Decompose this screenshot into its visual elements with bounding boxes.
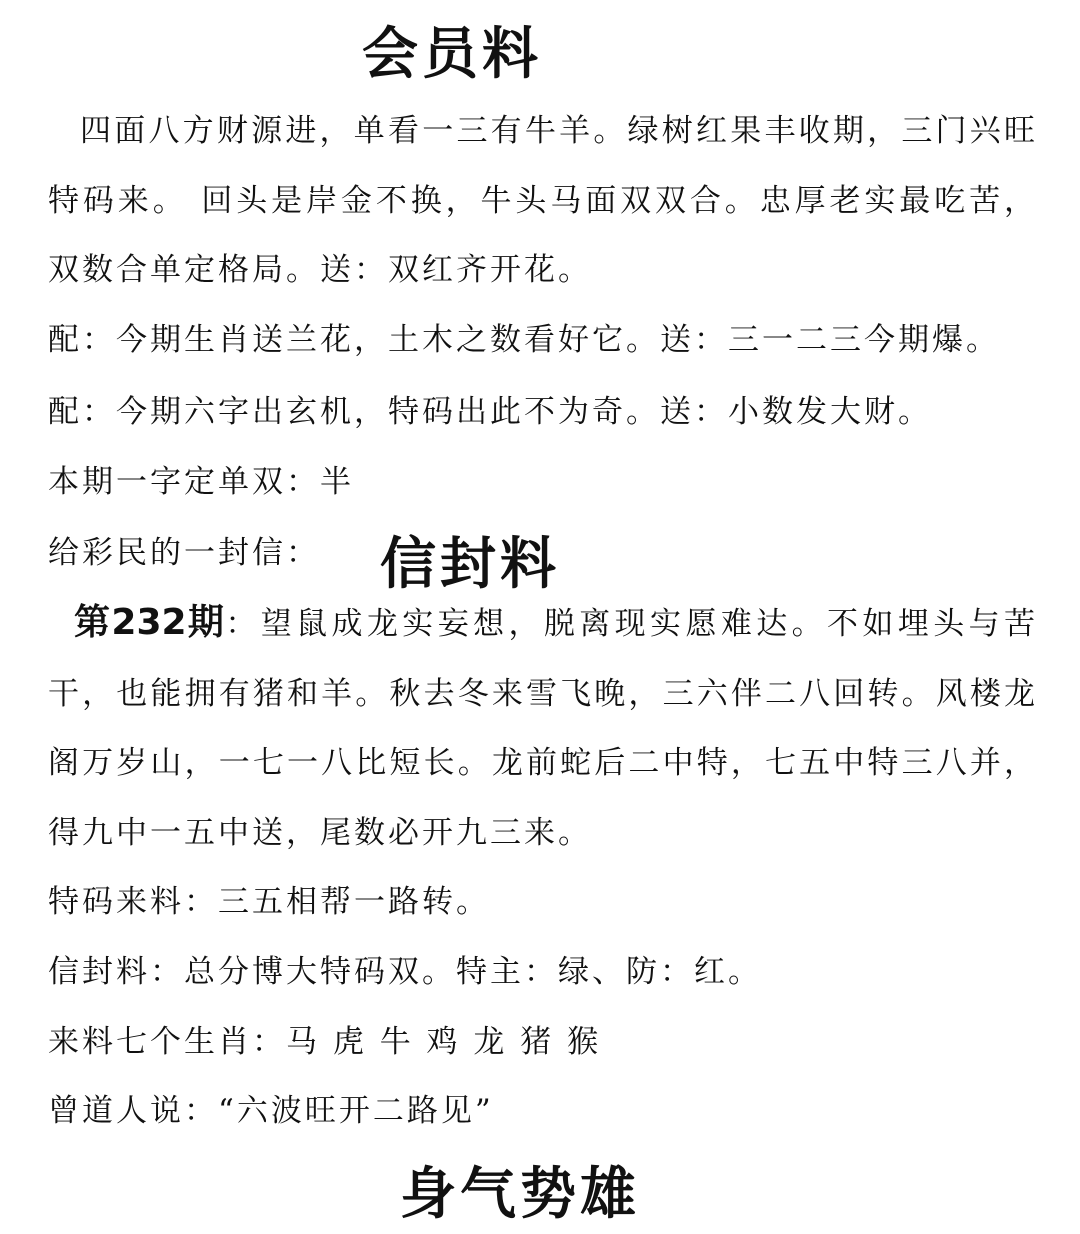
- footer-section-title: 身气势雄: [400, 1161, 640, 1227]
- member-pairing-line-2: 配：今期六字出玄机，特码出此不为奇。送：小数发大财。: [48, 394, 932, 430]
- quote-line: 曾道人说：“六波旺开二路见”: [48, 1093, 494, 1129]
- member-pairing-line-1: 配：今期生肖送兰花，土木之数看好它。送：三一二三今期爆。: [48, 322, 1000, 358]
- envelope-section-title: 信封料: [380, 531, 560, 597]
- zodiac-list-line: 来料七个生肖：马 虎 牛 鸡 龙 猪 猴: [48, 1024, 602, 1060]
- envelope-poem-paragraph: [48, 588, 1038, 868]
- member-section-title: 会员料: [362, 21, 542, 87]
- envelope-material-line: 信封料：总分博大特码双。特主：绿、防：红。: [48, 954, 762, 990]
- member-poem-paragraph: 四面八方财源进，单看一三有牛羊。绿树红果丰收期，三门兴旺特码来。 回头是岸金不换，牛头马面双双合。忠厚老实最吃苦，双数合单定格局。送：双红齐开花。: [48, 113, 1038, 288]
- envelope-poem-text: ：望鼠成龙实妄想，脱离现实愿难达。不如埋头与苦干，也能拥有猪和羊。秋去冬来雪飞晚，三六伴二八回转。风楼龙阁万岁山，一七一八比短长。龙前蛇后二中特，七五中特三八并，得九中一五中送，尾数必开九三来。: [48, 606, 1038, 851]
- special-code-line: 特码来料：三五相帮一路转。: [48, 884, 490, 920]
- odd-even-line: 本期一字定单双：半: [48, 464, 354, 500]
- letter-to-players-label: 给彩民的一封信：: [48, 535, 320, 571]
- issue-number: 第232期: [74, 602, 226, 643]
